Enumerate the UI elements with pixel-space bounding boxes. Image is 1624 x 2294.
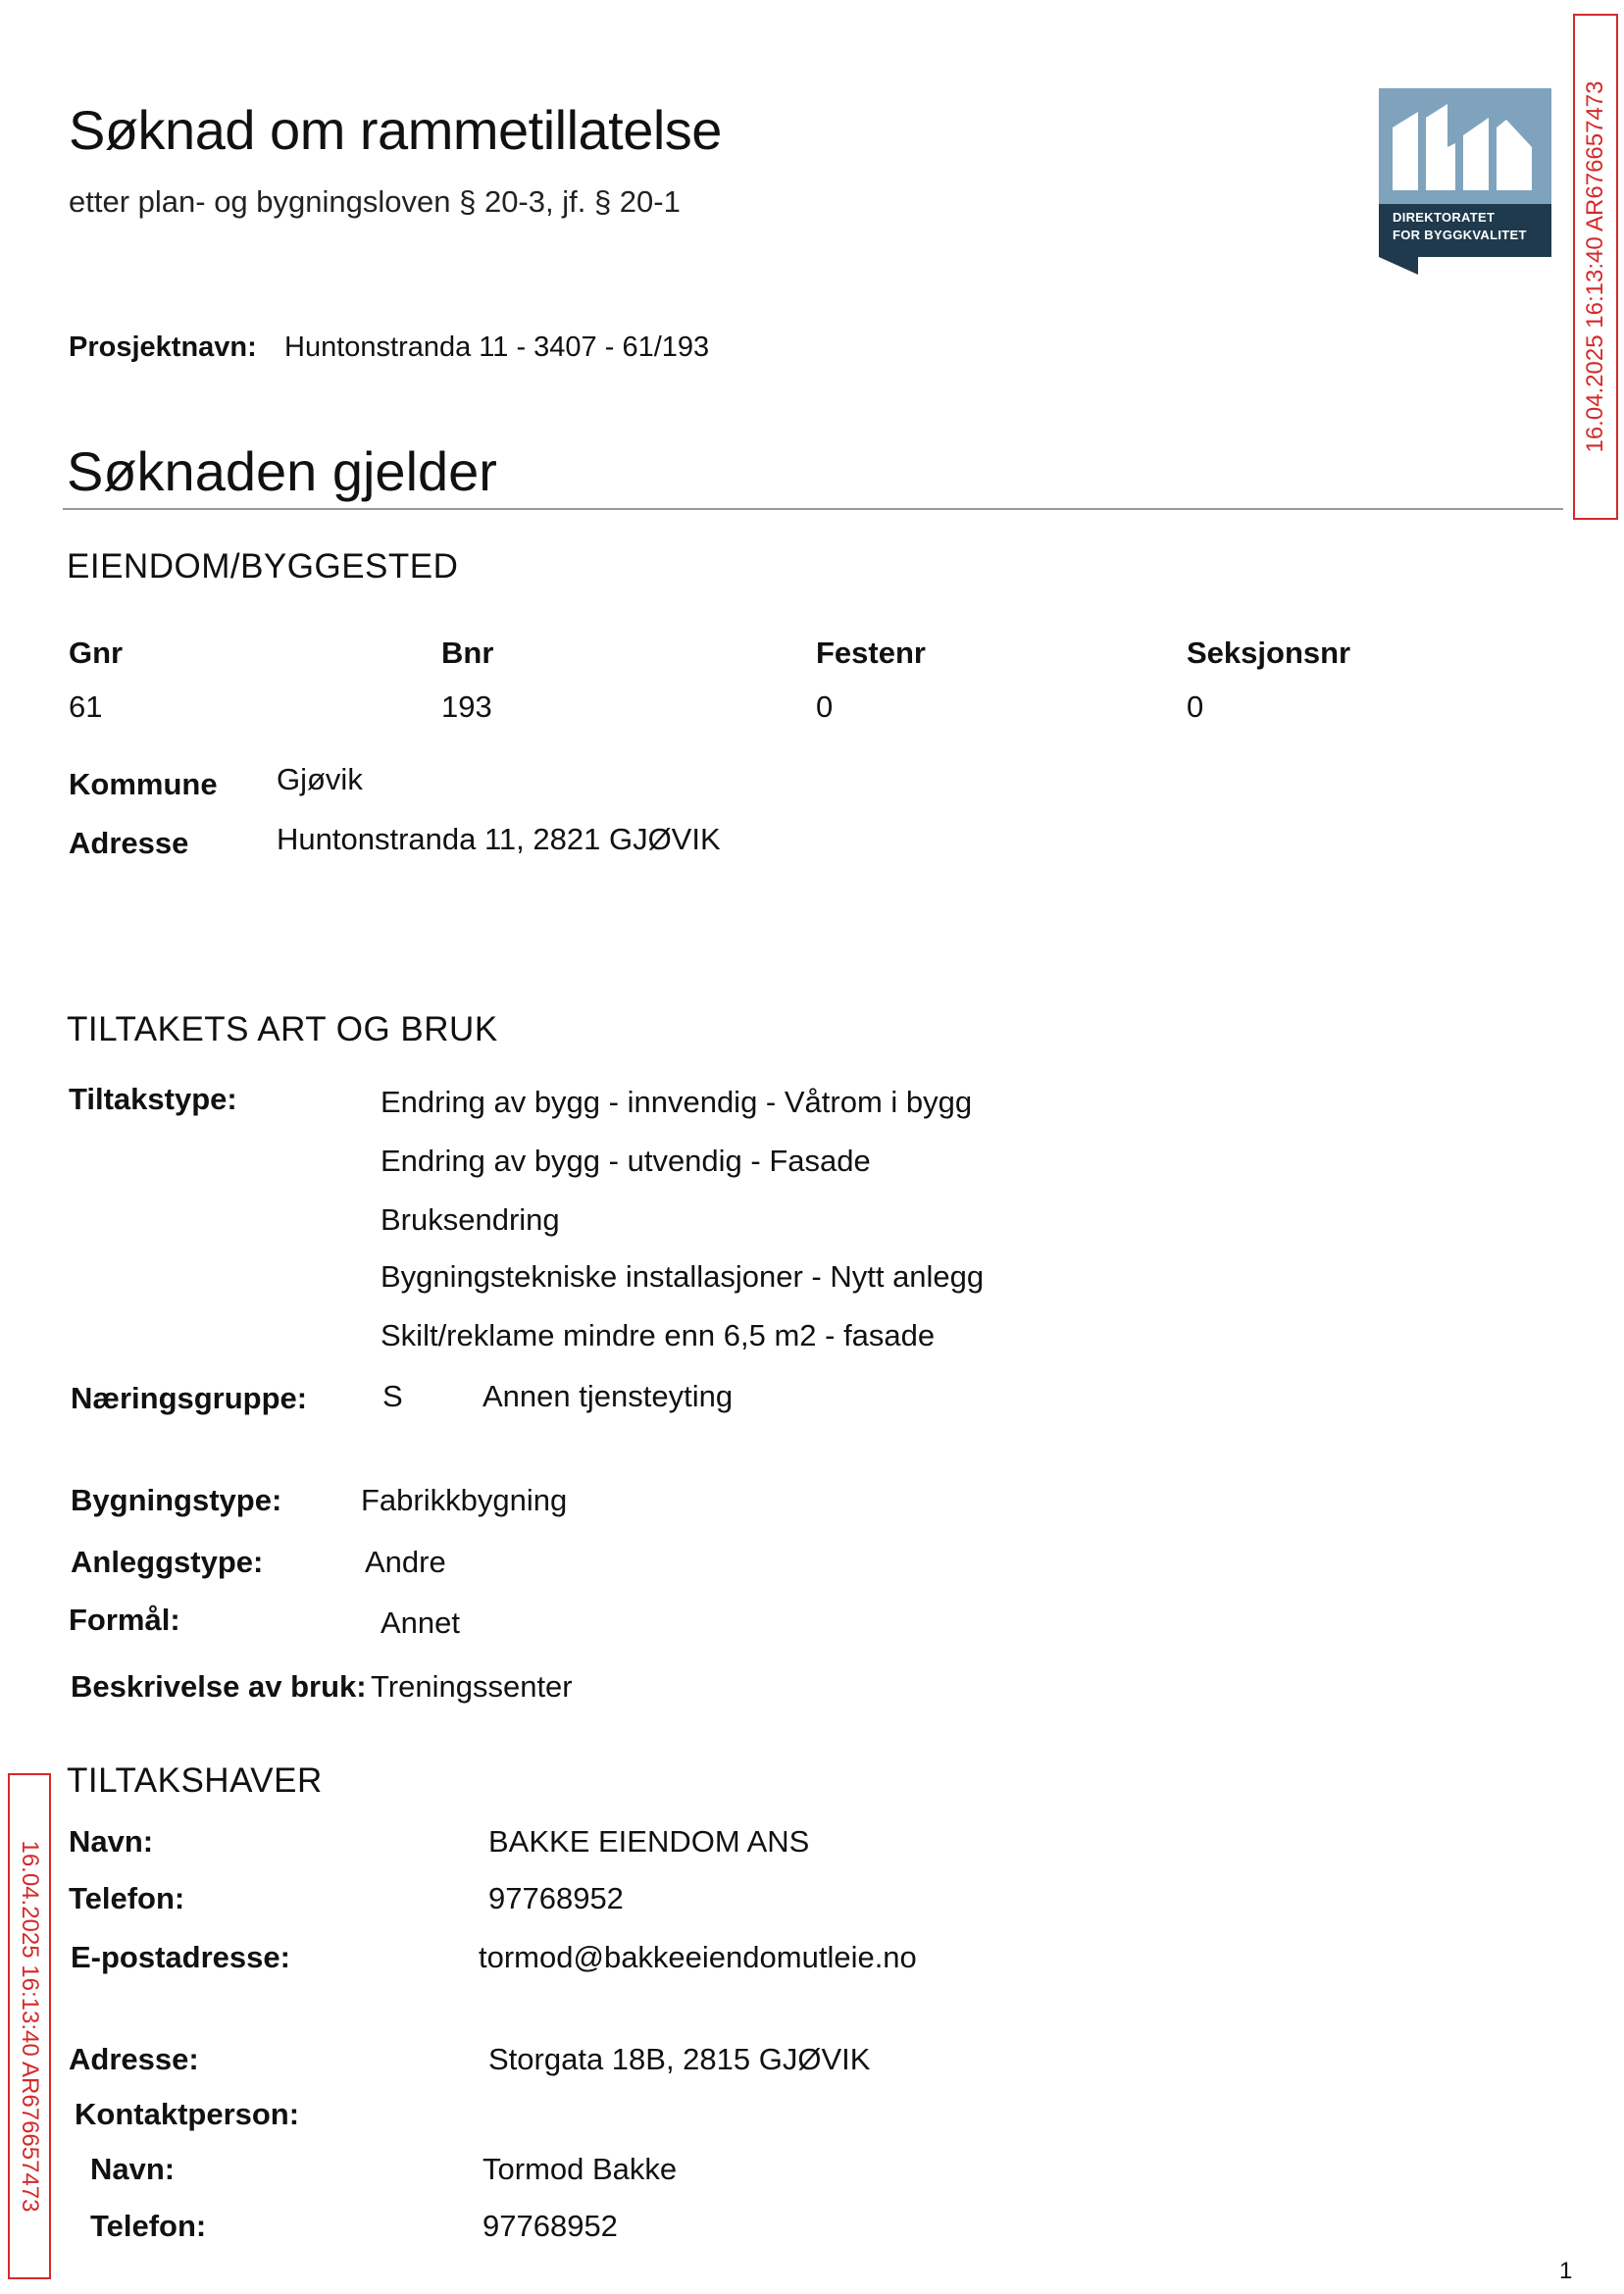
logo-line2: FOR BYGGKVALITET	[1393, 228, 1527, 242]
stamp-text-top: 16.04.2025 16:13:40 AR676657473	[1582, 80, 1608, 453]
tiltakstype-item: Endring av bygg - innvendig - Våtrom i bygg	[381, 1085, 973, 1119]
beskrivelse-value: Treningssenter	[371, 1669, 573, 1704]
project-label: Prosjektnavn:	[69, 331, 257, 363]
tiltakstype-item: Skilt/reklame mindre enn 6,5 m2 - fasade	[381, 1318, 936, 1352]
seksjonsnr-label: Seksjonsnr	[1187, 636, 1351, 670]
telefon-value: 97768952	[488, 1881, 624, 1915]
formal-label: Formål:	[69, 1603, 180, 1637]
section-title: Søknaden gjelder	[67, 440, 497, 502]
tiltakstype-item: Bruksendring	[381, 1202, 560, 1237]
naeringsgruppe-code: S	[382, 1379, 403, 1413]
building-logo-icon	[1379, 88, 1551, 275]
navn-value: BAKKE EIENDOM ANS	[488, 1824, 810, 1859]
anleggstype-label: Anleggstype:	[71, 1545, 264, 1579]
epost-value: tormod@bakkeeiendomutleie.no	[479, 1940, 917, 1974]
eiendom-heading: EIENDOM/BYGGESTED	[67, 547, 459, 586]
receipt-stamp-bottom	[8, 1773, 51, 2279]
kontakt-telefon-value: 97768952	[482, 2209, 618, 2243]
page-subtitle: etter plan- og bygningsloven § 20-3, jf. § 20-1	[69, 184, 681, 219]
naeringsgruppe-label: Næringsgruppe:	[71, 1381, 308, 1415]
festenr-value: 0	[816, 689, 834, 724]
gnr-value: 61	[69, 689, 103, 724]
dibk-logo	[1379, 88, 1551, 280]
page-number: 1	[1559, 2258, 1573, 2284]
project-value: Huntonstranda 11 - 3407 - 61/193	[284, 331, 710, 363]
formal-value: Annet	[381, 1606, 461, 1640]
tiltak-heading: TILTAKETS ART OG BRUK	[67, 1010, 498, 1048]
telefon-label: Telefon:	[69, 1881, 185, 1915]
kontaktperson-label: Kontaktperson:	[75, 2097, 300, 2131]
kontakt-navn-value: Tormod Bakke	[482, 2152, 678, 2186]
kontakt-navn-label: Navn:	[90, 2152, 176, 2186]
logo-line1: DIREKTORATET	[1393, 210, 1496, 225]
kommune-value: Gjøvik	[277, 762, 363, 796]
tiltakstype-label: Tiltakstype:	[69, 1082, 237, 1116]
gnr-label: Gnr	[69, 636, 124, 670]
kommune-label: Kommune	[69, 767, 218, 801]
navn-label: Navn:	[69, 1824, 154, 1859]
stamp-text-bottom: 16.04.2025 16:13:40 AR676657473	[17, 1840, 43, 2213]
naeringsgruppe-text: Annen tjensteyting	[482, 1379, 734, 1413]
bygningstype-label: Bygningstype:	[71, 1483, 282, 1517]
section-divider	[63, 508, 1563, 510]
tiltakshaver-adresse-label: Adresse:	[69, 2042, 199, 2076]
adresse-value: Huntonstranda 11, 2821 GJØVIK	[277, 822, 721, 856]
bnr-label: Bnr	[441, 636, 494, 670]
festenr-label: Festenr	[816, 636, 926, 670]
bygningstype-value: Fabrikkbygning	[361, 1483, 568, 1517]
epost-label: E-postadresse:	[71, 1940, 290, 1974]
tiltakstype-item: Endring av bygg - utvendig - Fasade	[381, 1144, 871, 1178]
receipt-stamp-top	[1573, 14, 1618, 520]
tiltakshaver-adresse-value: Storgata 18B, 2815 GJØVIK	[488, 2042, 871, 2076]
bnr-value: 193	[441, 689, 492, 724]
kontakt-telefon-label: Telefon:	[90, 2209, 207, 2243]
tiltakstype-item: Bygningstekniske installasjoner - Nytt anlegg	[381, 1259, 985, 1294]
page-title: Søknad om rammetillatelse	[69, 99, 722, 161]
tiltakshaver-heading: TILTAKSHAVER	[67, 1761, 323, 1800]
adresse-label: Adresse	[69, 826, 189, 860]
beskrivelse-label: Beskrivelse av bruk:	[71, 1669, 367, 1704]
seksjonsnr-value: 0	[1187, 689, 1204, 724]
anleggstype-value: Andre	[365, 1545, 446, 1579]
